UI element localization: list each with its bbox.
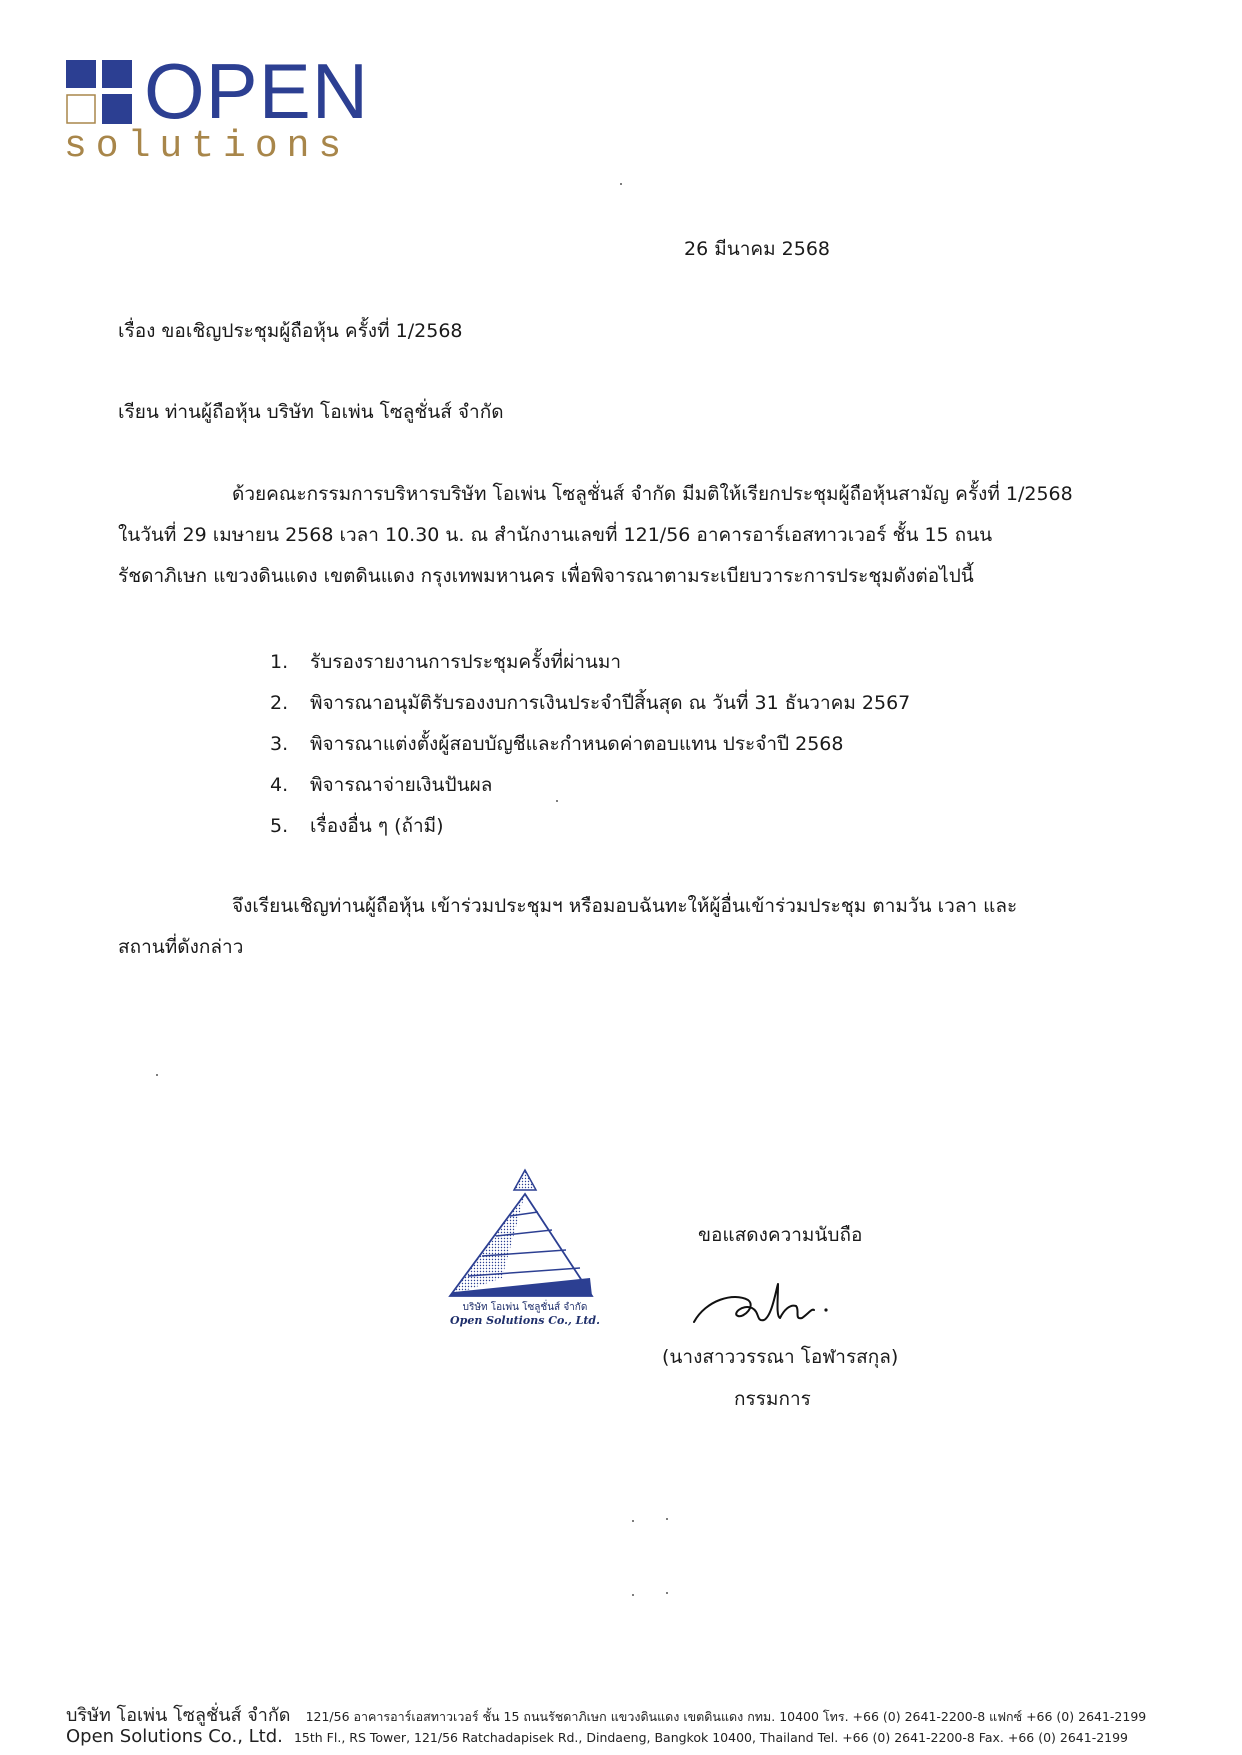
letter-recipient: เรียน ท่านผู้ถือหุ้น บริษัท โอเพ่น โซลูชั่นส์ จำกัด <box>118 401 504 423</box>
agenda-item: พิจารณาอนุมัติรับรองงบการเงินประจำปีสิ้นสุด ณ วันที่ 31 ธันวาคม 2567 <box>310 692 911 714</box>
scan-speck <box>156 1074 158 1076</box>
footer-address-english: 15th Fl., RS Tower, 121/56 Ratchadapisek Rd., Dindaeng, Bangkok 10400, Thailand Tel. +66 (0) 2641-2200-8 Fax. +66 (0) 2641-2199 <box>293 1730 1129 1745</box>
scan-speck <box>666 1592 668 1594</box>
agenda-item: พิจารณาแต่งตั้งผู้สอบบัญชีและกำหนดค่าตอบแทน ประจำปี 2568 <box>310 733 844 755</box>
scan-speck <box>620 183 622 185</box>
footer-english <box>66 1726 1128 1747</box>
scan-speck <box>666 1518 668 1520</box>
agenda-item: รับรองรายงานการประชุมครั้งที่ผ่านมา <box>310 651 622 673</box>
body-line-2: ในวันที่ 29 เมษายน 2568 เวลา 10.30 น. ณ สำนักงานเลขที่ 121/56 อาคารอาร์เอสทาวเวอร์ ชั้น 15 ถนน <box>118 524 993 546</box>
footer-thai <box>66 1700 1146 1729</box>
agenda-number: 2. <box>270 692 289 714</box>
agenda-number: 5. <box>270 815 289 837</box>
closing-line-1: จึงเรียนเชิญท่านผู้ถือหุ้น เข้าร่วมประชุมฯ หรือมอบฉันทะให้ผู้อื่นเข้าร่วมประชุม ตามวัน เวลา และ <box>232 895 1018 917</box>
scan-speck <box>632 1520 634 1522</box>
agenda-item: เรื่องอื่น ๆ (ถ้ามี) <box>310 815 444 837</box>
seal-name-thai: บริษัท โอเพ่น โซลูชั่นส์ จำกัด <box>462 1302 588 1313</box>
letter-date: 26 มีนาคม 2568 <box>684 238 831 260</box>
signer-title: กรรมการ <box>734 1388 811 1410</box>
footer-company-english: Open Solutions Co., Ltd. <box>66 1726 283 1747</box>
agenda-number: 3. <box>270 733 289 755</box>
body-line-3: รัชดาภิเษก แขวงดินแดง เขตดินแดง กรุงเทพมหานคร เพื่อพิจารณาตามระเบียบวาระการประชุมดังต่อไปนี้ <box>118 565 974 587</box>
agenda-item: พิจารณาจ่ายเงินปันผล <box>310 774 493 796</box>
seal-name-english: Open Solutions Co., Ltd. <box>450 1314 600 1327</box>
scan-speck <box>632 1594 634 1596</box>
letter-subject: เรื่อง ขอเชิญประชุมผู้ถือหุ้น ครั้งที่ 1/2568 <box>118 320 463 342</box>
footer-company-thai: บริษัท โอเพ่น โซลูชั่นส์ จำกัด <box>66 1705 291 1726</box>
footer-address-thai: 121/56 อาคารอาร์เอสทาวเวอร์ ชั้น 15 ถนนรัชดาภิเษก แขวงดินแดง เขตดินแดง กทม. 10400 โทร. +66 (0) 2641-2200-8 แฟกซ์ +66 (0) 2641-2199 <box>305 1709 1147 1724</box>
agenda-number: 4. <box>270 774 289 796</box>
closing-regards: ขอแสดงความนับถือ <box>698 1224 863 1246</box>
signer-name: (นางสาววรรณา โอฬารสกุล) <box>662 1346 899 1368</box>
body-line-1: ด้วยคณะกรรมการบริหารบริษัท โอเพ่น โซลูชั่นส์ จำกัด มีมติให้เรียกประชุมผู้ถือหุ้นสามัญ ครั้งที่ 1/2568 <box>232 483 1073 505</box>
closing-line-2: สถานที่ดังกล่าว <box>118 936 244 958</box>
logo-wordmark-solutions: solutions <box>64 125 351 168</box>
agenda-number: 1. <box>270 651 289 673</box>
scan-speck <box>556 800 558 802</box>
handwritten-signature-icon <box>686 1270 846 1340</box>
logo-mark-icon <box>66 60 132 124</box>
logo-wordmark-open: OPEN <box>144 47 370 135</box>
